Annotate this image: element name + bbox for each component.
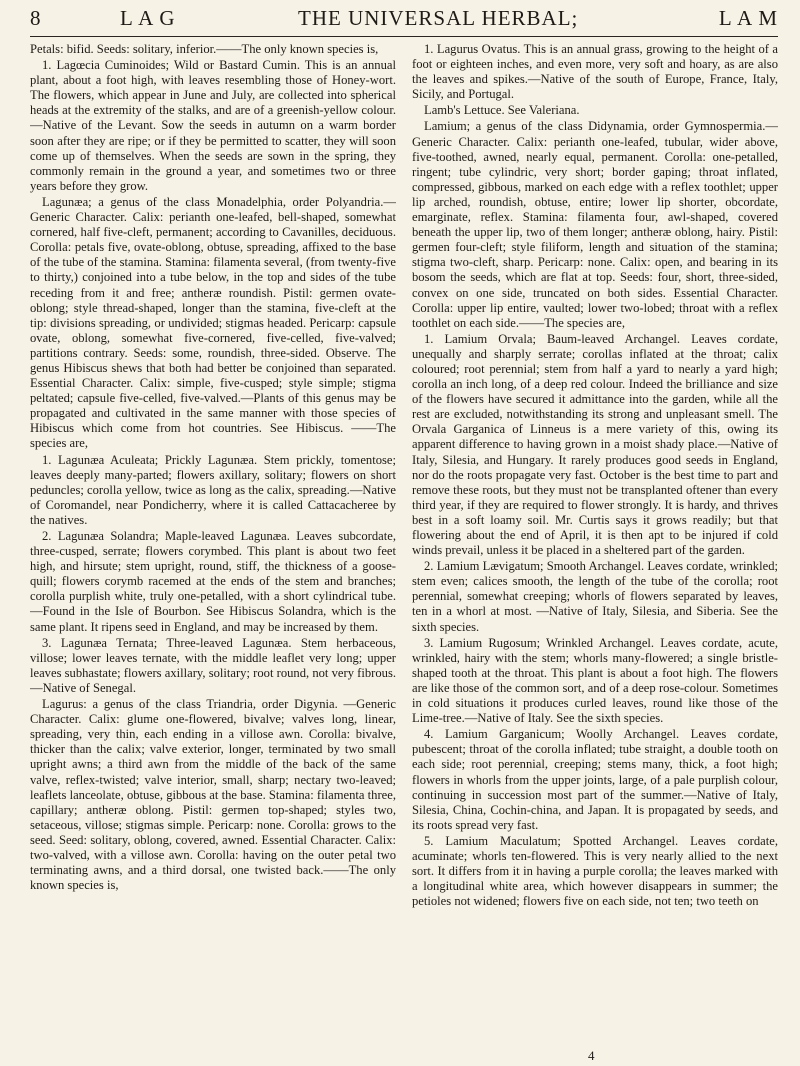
paragraph: 1. Lagurus Ovatus. This is an annual grass, growing to the height of a foot or eighteen inches, and even more, very soft and hoary, as are also the leaves and spikes.—Native of the south of Europe, France, Italy, Sicily, and Portugal.: [412, 42, 778, 102]
paragraph: 4. Lamium Garganicum; Woolly Archangel. Leaves cordate, pubescent; throat of the corolla inflated; tube straight, a double tooth on each side; root perennial, creeping; stems many, thick, a foot high; flowers in whorls from the upper joints, large, of a pale purplish colour, continuing in succession most part of the summer.—Native of Italy, Silesia, China, Cochin-china, and Japan. It is propagated by seeds, and its roots spread very fast.: [412, 727, 778, 832]
paragraph: 2. Lamium Lævigatum; Smooth Archangel. Leaves cordate, wrinkled; stem even; calices smooth, the length of the tube of the corolla; root perennial, somewhat creeping; whorls of flowers separated by leaves, ten in a whorl at most. —Native of Italy, Silesia, and Siberia. See the sixth species.: [412, 559, 778, 634]
running-header: [30, 6, 778, 32]
paragraph: Lamb's Lettuce. See Valeriana.: [424, 103, 580, 118]
paragraph: 1. Lagœcia Cuminoides; Wild or Bastard Cumin. This is an annual plant, about a foot high, with leaves resembling those of Honey-wort. The flowers, which appear in June and July, are collected into spherical heads at the extremity of the stalks, and are of a greenish-yellow colour.—Native of the Levant. Sow the seeds in autumn on a warm border soon after they are ripe; or if they be permitted to scatter, they will soon come up of themselves. When the seeds are sown in the spring, they commonly remain in the ground a year, and sometimes two or three years before they grow.: [30, 58, 396, 193]
header-left-word: L A G: [120, 6, 176, 30]
paragraph: 2. Lagunæa Solandra; Maple-leaved Lagunæa. Leaves subcordate, three-cusped, serrate; flowers corymbed. This plant is about two feet high, and hirsute; stem upright, round, stiff, the thickness of a goose-quill; flowers corymb racemed at the ends of the stem and branches; corolla purplish white, truly one-petalled, with a short cylindrical tube. —Found in the Isle of Bourbon. See Hibiscus Solandra, which is the same plant. It ripens seed in England, and may be increased by them.: [30, 529, 396, 634]
paragraph: 1. Lagunæa Aculeata; Prickly Lagunæa. Stem prickly, tomentose; leaves deeply many-parted; flowers axillary, solitary; flowers on short peduncles; corolla yellow, twice as long as the calix, spreading.—Native of Coromandel, near Pondicherry, where it is called Cattacacheree by the natives.: [30, 452, 396, 527]
right-column: [412, 42, 778, 1050]
page-number: 8: [30, 6, 42, 30]
paragraph: 5. Lamium Maculatum; Spotted Archangel. Leaves cordate, acuminate; whorls ten-flowered. This is very nearly allied to the next sort. It differs from it in having a purple corolla; the leaves marked with a longitudinal white area, which however disappears in summer; the petioles not widened; flowers five on each side, not ten; two teeth on: [412, 833, 778, 909]
left-column: [30, 42, 396, 1050]
paragraph: Lagurus: a genus of the class Triandria, order Digynia. —Generic Character. Calix: glume one-flowered, bivalve; valves long, linear, spreading, very thin, each ending in a villose awn. Corolla: bivalve, thicker than the calix; valve exterior, longer, terminated by two small upright awns; a third awn from the middle of the back of the same valve, reflex-twisted; valve interior, small, sharp; nectary two-leaved; leaflets lanceolate, obtuse, gibbous at the base. Stamina: filamenta three, capillary; antheræ oblong. Pistil: germen top-shaped; styles two, setaceous, villose; stigmas simple. Pericarp: none. Corolla: grows to the seed. Seed: solitary, oblong, covered, awned. Essential Character. Calix: two-valved, with a villose awn. Corolla: having on the outer petal two terminating awns, and a third dorsal, one twisted back.——The only known species is,: [30, 697, 396, 893]
paragraph: Lamium; a genus of the class Didynamia, order Gymnospermia.—Generic Character. Calix: perianth one-leafed, tubular, wider above, five-toothed, awned, nearly equal, permanent. Corolla: one-petalled, ringent; tube cylindric, very short; border gaping; throat inflated, compressed, gibbous, marked on each edge with a reflex toothlet; upper lip arched, roundish, obtuse, entire; lower lip shorter, obcordate, emarginate, reflex. Stamina: filamenta four, awl-shaped, covered beneath the upper lip, two of them longer; antheræ oblong, hairy. Pistil: germen four-cleft; style filiform, length and situation of the stamina; stigma two-cleft, sharp. Pericarp: none. Calix: open, and bearing in its bosom the seeds, which are flat at top. Seeds: four, short, three-sided, convex on one side, truncated on both sides. Essential Character. Corolla: upper lip entire, vaulted; lower two-lobed; throat with a reflex toothlet on each side.——The species are,: [412, 119, 778, 330]
header-title: THE UNIVERSAL HERBAL;: [298, 6, 579, 30]
header-right-word: L A M: [718, 6, 778, 30]
signature-mark: 4: [588, 1048, 595, 1063]
paragraph: 3. Lagunæa Ternata; Three-leaved Lagunæa. Stem herbaceous, villose; lower leaves ternate, with the middle leaflet very long; upper leaves subhastate; flowers axillary, solitary; root round, not very fibrous.—Native of Senegal.: [30, 635, 396, 695]
header-rule: [30, 36, 778, 37]
paragraph: 3. Lamium Rugosum; Wrinkled Archangel. Leaves cordate, acute, wrinkled, hairy with the stem; whorls many-flowered; a single bristle-shaped tooth at the throat. This plant is about a foot high. The flowers are like those of the common sort, and of a deep rose-colour. Sometimes in cold situations it produces curled leaves, round like those of the Lime-tree.—Native of Italy. See the sixth species.: [412, 635, 778, 726]
paragraph: 1. Lamium Orvala; Baum-leaved Archangel. Leaves cordate, unequally and sharply serrate; corollas inflated at the throat; calix coloured; root perennial; stem from half a yard to nearly a yard high; corolla an inch long, of a deep red colour. Indeed the brilliance and size of the flowers have secured it admittance into the garden, while all the rest are excluded, notwithstanding its strong and unpleasant smell. The Orvala Garganica of Linneus is a mere variety of this, owing its apparent difference to having grown in a moist shady place.—Native of Italy, Silesia, and Hungary. It rarely produces good seeds in England, nor do the roots propagate very fast. October is the best time to part and remove these roots, but they must not be transplanted oftener than every third year, if they are required to flower strongly. It is hardy, and thrives best in a soft loamy soil. Mr. Curtis says it grows readily; but that flowering about the end of April, it is then apt to be injured if cold winds prevail, unless it be placed in a sheltered part of the garden.: [412, 331, 778, 558]
paragraph: Lagunæa; a genus of the class Monadelphia, order Polyandria.—Generic Character. Calix: perianth one-leafed, bell-shaped, somewhat cornered, half five-cleft, permanent; according to Cavanilles, deciduous. Corolla: petals five, ovate-oblong, obtuse, spreading, affixed to the base of the tube of the stamina. Stamina: filamenta several, (from twenty-five to thirty,) conjoined into a tube below, in the top and sides of the tube receding from it and free; antheræ roundish. Pistil: germen ovate-oblong; style thread-shaped, longer than the stamina, five-cleft at the tip: divisions spreading, or undivided; stigmas headed. Pericarp: capsule ovate, oblong, somewhat five-cornered, five-celled, five-valved; partitions contrary. Seeds: some, roundish, three-sided. Observe. The genus Hibiscus shews that both had better be conjoined than separated. Essential Character. Calix: simple, five-cusped; style simple; stigma peltated; capsule five-celled, five-valved.—Plants of this genus may be propagated and cultivated in the same manner with those species of Hibiscus which come from hot countries. See Hibiscus. ——The species are,: [30, 194, 396, 451]
paragraph: Petals: bifid. Seeds: solitary, inferior.——The only known species is,: [30, 42, 379, 56]
